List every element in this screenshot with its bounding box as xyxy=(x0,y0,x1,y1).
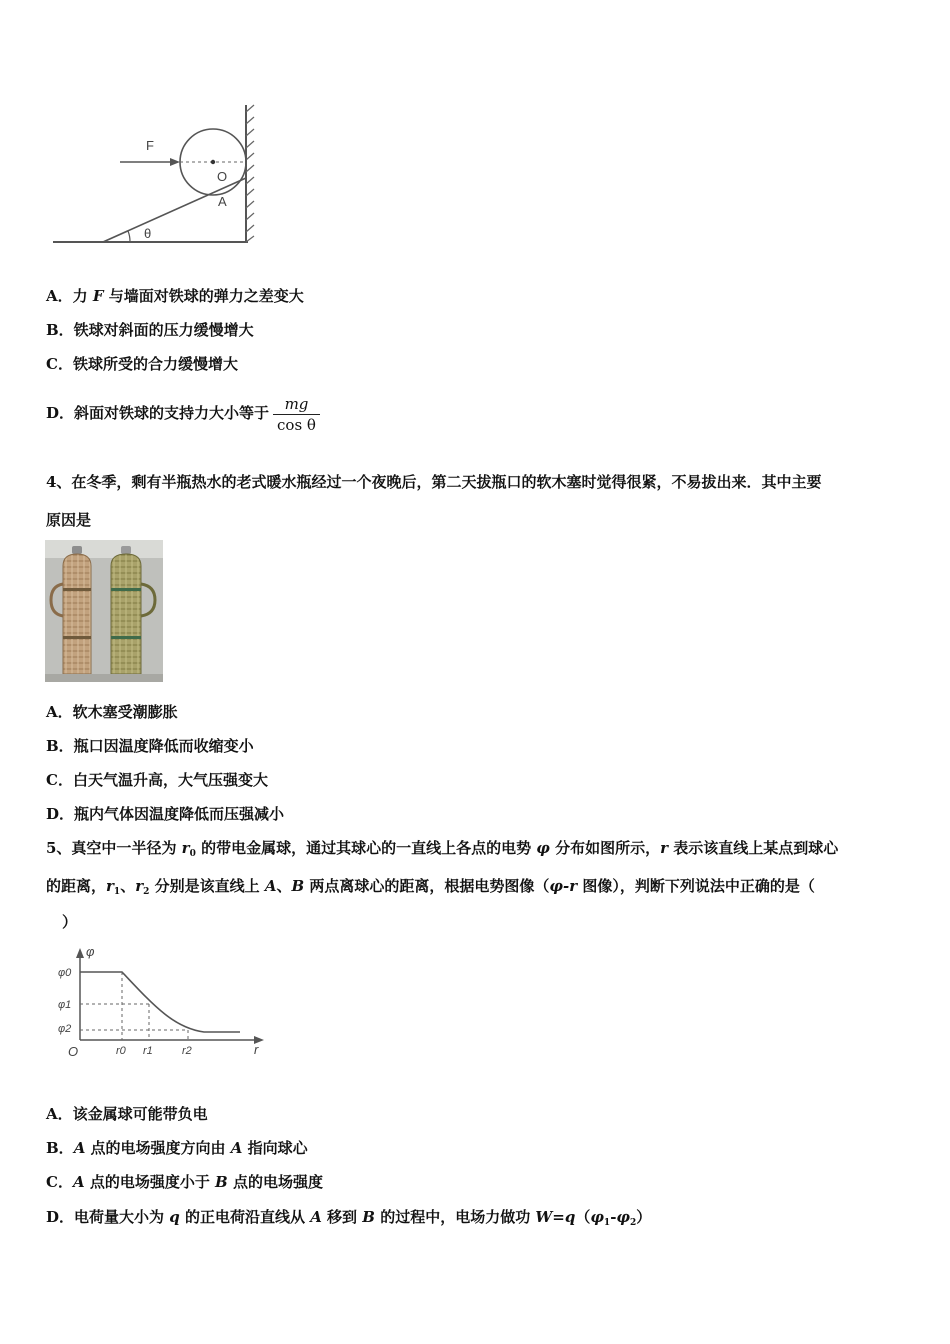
q5-phi1-label: φ1 xyxy=(58,999,72,1011)
q5-r2-label: r2 xyxy=(182,1045,192,1057)
q5-option-d: D．电荷量大小为 q 的正电荷沿直线从 A 移到 B 的过程中，电场力做功 $W=q(\varphi_1-\varphi_2)$ xyxy=(46,1208,652,1228)
q5-potential-graph xyxy=(54,944,270,1062)
q5-option-c: C．A 点的电场强度小于 B 点的电场强度 xyxy=(46,1173,323,1191)
q3-option-d: D．斜面对铁球的支持力大小等于 $\frac{mg}{\text{cos θ}}$ xyxy=(46,393,320,435)
q3-figure xyxy=(48,100,268,252)
q4-option-b: B．瓶口因温度降低而收缩变小 xyxy=(46,737,254,755)
q5-origin-label: O xyxy=(68,1044,79,1059)
thermos-photo xyxy=(45,540,163,682)
q4-stem-line2: 原因是 xyxy=(46,511,92,529)
q5-r0-label: r0 xyxy=(116,1045,126,1057)
q5-x-axis-label: r xyxy=(254,1042,259,1057)
q5-y-axis-label: φ xyxy=(86,944,95,959)
q4-option-a: A．软木塞受潮膨胀 xyxy=(46,703,178,721)
q5-phi2-label: φ2 xyxy=(58,1023,72,1035)
q5-option-b: B．A 点的电场强度方向由 A 指向球心 xyxy=(46,1139,308,1157)
q3-point-label: A xyxy=(218,194,227,209)
q5-stem-line2: 的距离，$r_1$、$r_2$ 分别是该直线上 A、B 两点离球心的距离，根据电势图像（φ-r 图像），判断下列说法中正确的是（ xyxy=(46,877,815,897)
q3-center-label: O xyxy=(217,169,228,184)
q4-option-d: D．瓶内气体因温度降低而压强减小 xyxy=(46,805,285,823)
q4-stem-line1: 4、在冬季，剩有半瓶热水的老式暖水瓶经过一个夜晚后，第二天拔瓶口的软木塞时觉得很紧，不易拔出来．其中主要 xyxy=(46,473,822,491)
q5-stem-line1: 5、真空中一半径为 $r_0$ 的带电金属球，通过其球心的一直线上各点的电势 φ 分布如图所示，r 表示该直线上某点到球心 xyxy=(46,839,839,859)
q5-stem-close: ） xyxy=(62,913,78,931)
q5-option-a: A．该金属球可能带负电 xyxy=(46,1105,208,1123)
q4-option-c: C．白天气温升高，大气压强变大 xyxy=(46,771,268,789)
q3-option-c: C．铁球所受的合力缓慢增大 xyxy=(46,355,238,373)
mg-over-cos-fraction: $\frac{mg}{\text{cos θ}}$ xyxy=(273,394,320,435)
q3-force-label: F xyxy=(146,138,154,153)
q3-option-a: A．力 F 与墙面对铁球的弹力之差变大 xyxy=(46,287,304,305)
q3-option-b: B．铁球对斜面的压力缓慢增大 xyxy=(46,321,254,339)
q5-phi0-label: φ0 xyxy=(58,967,72,979)
q3-angle-label: θ xyxy=(144,226,152,241)
q5-r1-label: r1 xyxy=(143,1045,153,1057)
